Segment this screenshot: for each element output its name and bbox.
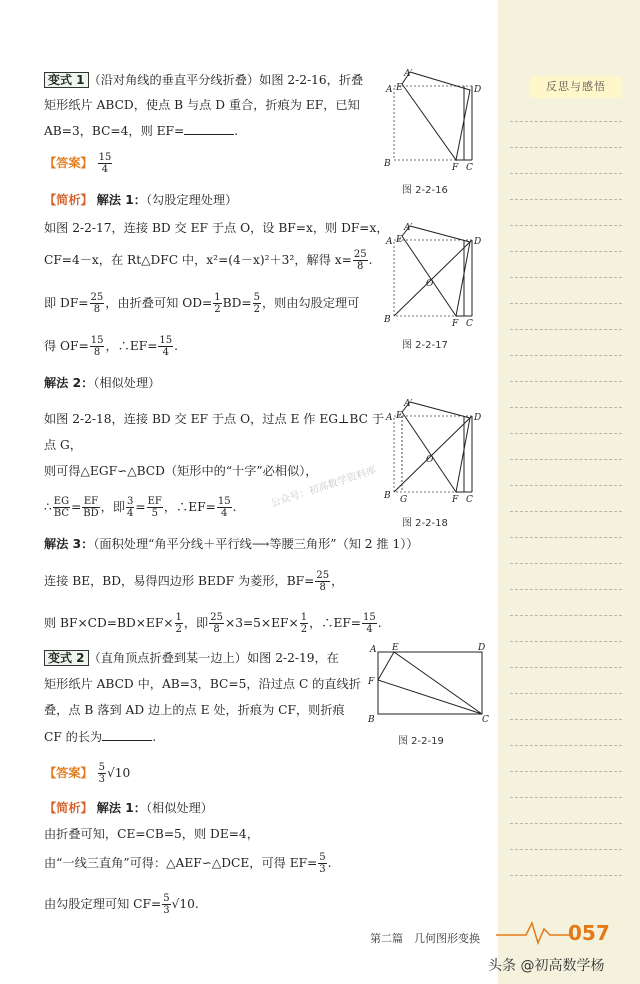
v1-sol2-line4: ∴ $\frac{EG}{BC}$ = $\frac{EF}{BD}$ ，即 $\frac{3}{4}$ = $\frac{EF}{5}$ ，∴EF= $\frac{15}{4}$ .: [44, 496, 237, 519]
v2-line2: 矩形纸片 ABCD 中，AB=3，BC=5，沿过点 C 的直线折: [44, 677, 361, 691]
svg-text:C: C: [466, 163, 473, 173]
svg-text:E: E: [396, 83, 403, 93]
caption-2-2-19: 图 2-2-19: [398, 736, 444, 747]
svg-text:A: A: [370, 645, 377, 655]
svg-text:A′: A′: [404, 399, 413, 409]
svg-text:B: B: [384, 315, 391, 325]
svg-text:F: F: [452, 495, 459, 505]
v2-line1: 变式 2 （直角顶点折叠到某一边上）如图 2-2-19，在: [44, 650, 339, 666]
v1-sol3-line2: 则 BF×CD=BD×EF× $\frac{1}{2}$ ，即 $\frac{25}{8}$ ×3=5×EF× $\frac{1}{2}$ ，∴EF= $\frac{15}{4}$ .: [44, 612, 382, 635]
svg-text:C: C: [466, 319, 473, 329]
reflect-label: 反思与感悟: [530, 76, 622, 98]
v1-analysis: 【简析】 解法 1：（勾股定理处理）: [44, 193, 238, 207]
v2-answer: 【答案】 $\frac{5}{3}$ √10: [44, 762, 131, 785]
v1-sol3-title: 解法 3：（面积处理“角平分线＋平行线⟶等腰三角形”（知 2 推 1））: [44, 537, 419, 551]
v1-line1: 变式 1 （沿对角线的垂直平分线折叠）如图 2-2-16，折叠: [44, 72, 363, 88]
v1-line2: 矩形纸片 ABCD，使点 B 与点 D 重合，折痕为 EF，已知: [44, 98, 360, 112]
v1-sol1-line3: 即 DF= $\frac{25}{8}$ ，由折叠可知 OD= $\frac{1}{2}$ BD= $\frac{5}{2}$ ，则由勾股定理可: [44, 292, 360, 315]
figure-2-2-17: [378, 222, 482, 330]
v2-line-b: 由“一线三直角”可得：△AEF∽△DCE，可得 EF= $\frac{5}{3}$ .: [44, 852, 332, 875]
caption-2-2-17: 图 2-2-17: [402, 340, 448, 351]
svg-text:C: C: [466, 495, 473, 505]
caption-2-2-16: 图 2-2-16: [402, 185, 448, 196]
svg-text:E: E: [392, 643, 399, 653]
v1-answer-value: $\frac{15}{4}$: [98, 152, 112, 175]
footer-chapter: 第二篇 几何图形变换: [370, 932, 480, 945]
svg-text:D: D: [478, 643, 486, 653]
svg-text:B: B: [384, 491, 391, 501]
svg-text:C: C: [482, 715, 489, 725]
v2-line-c: 由勾股定理可知 CF= $\frac{5}{3}$ √10.: [44, 893, 199, 916]
svg-text:E: E: [396, 235, 403, 245]
v1-sol1-line2: CF=4－x，在 Rt△DFC 中，x²=(4－x)²＋3²，解得 x= $\frac{25}{8}$ .: [44, 249, 373, 272]
v1-sol2-line2: 点 G，: [44, 438, 82, 452]
v1-sol1-line1: 如图 2-2-17，连接 BD 交 EF 于点 O，设 BF=x，则 DF=x，: [44, 221, 389, 235]
caption-2-2-18: 图 2-2-18: [402, 518, 448, 529]
svg-text:D: D: [474, 85, 482, 95]
answer-blank: [184, 122, 234, 135]
svg-text:O: O: [426, 455, 434, 465]
v1-tag: 变式 1: [44, 72, 89, 88]
label-A-prime: A′: [404, 69, 413, 79]
v2-analysis: 【简析】 解法 1：（相似处理）: [44, 801, 213, 815]
v1-answer: 【答案】 $\frac{15}{4}$: [44, 152, 112, 175]
v2-line-a: 由折叠可知，CE=CB=5，则 DE=4，: [44, 827, 259, 841]
figure-2-2-18: [378, 398, 482, 506]
svg-text:O: O: [426, 279, 434, 289]
v1-sol3-line1: 连接 BE，BD，易得四边形 BEDF 为菱形，BF= $\frac{25}{8}$ ，: [44, 570, 344, 593]
svg-text:G: G: [400, 495, 408, 505]
svg-text:D: D: [474, 237, 482, 247]
svg-text:A: A: [386, 237, 393, 247]
svg-text:D: D: [474, 413, 482, 423]
svg-text:B: B: [368, 715, 375, 725]
v1-sol2-title: 解法 2：（相似处理）: [44, 376, 161, 390]
svg-text:B: B: [384, 159, 391, 169]
svg-text:E: E: [396, 411, 403, 421]
v1-sol1-line4: 得 OF= $\frac{15}{8}$ ，∴EF= $\frac{15}{4}$ .: [44, 335, 179, 358]
v2-line3: 叠，点 B 落到 AD 边上的点 E 处，折痕为 CF，则折痕: [44, 703, 345, 717]
svg-text:F: F: [452, 319, 459, 329]
page-number: 057: [568, 921, 610, 945]
figure-2-2-19: [366, 642, 490, 726]
v2-tag: 变式 2: [44, 650, 89, 666]
svg-text:A: A: [386, 413, 393, 423]
figure-2-2-16: [378, 66, 482, 174]
heartbeat-icon: [496, 915, 572, 945]
brand-watermark: 头条 @初高数学杨: [488, 958, 605, 974]
svg-text:F: F: [452, 163, 459, 173]
v1-sol2-line1: 如图 2-2-18，连接 BD 交 EF 于点 O，过点 E 作 EG⊥BC 于: [44, 412, 385, 426]
svg-text:A′: A′: [404, 223, 413, 233]
svg-text:F: F: [368, 677, 375, 687]
svg-text:A: A: [386, 85, 393, 95]
v1-sol2-line3: 则可得△EGF∽△BCD（矩形中的“十字”必相似），: [44, 464, 318, 478]
watermark: 公众号：初高数学资料库: [269, 465, 378, 510]
v1-line3: AB=3，BC=4，则 EF= .: [44, 124, 239, 138]
v2-line4: CF 的长为 .: [44, 730, 157, 744]
